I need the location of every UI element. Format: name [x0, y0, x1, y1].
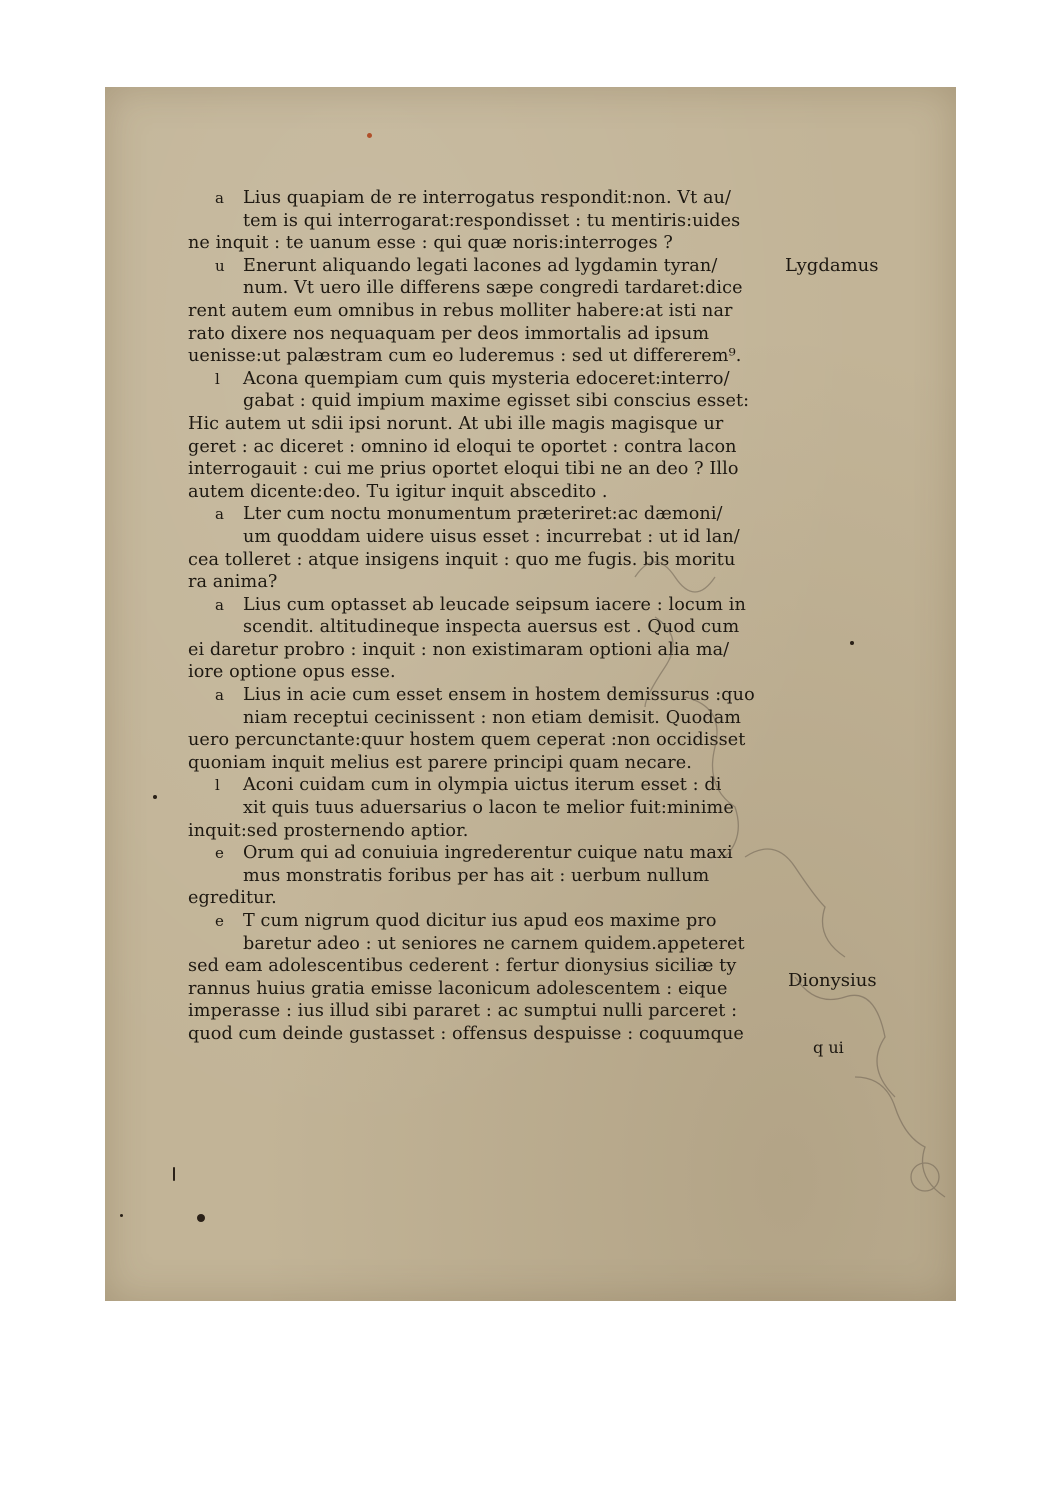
guide-letter: e — [215, 844, 224, 863]
line-text: Enerunt aliquando legati lacones ad lygdamin tyran/ — [243, 255, 718, 276]
line-text: niam receptui cecinissent : non etiam demisit. Quodam — [243, 707, 742, 728]
guide-letter: a — [215, 595, 225, 614]
margin-note-lygdamus: Lygdamus — [785, 255, 879, 276]
text-line — [188, 820, 788, 843]
guide-letter: u — [215, 256, 225, 275]
line-text: Lius in acie cum esset ensem in hostem demissurus :quo — [243, 685, 755, 706]
ink-spot — [120, 1214, 123, 1217]
line-text: inquit:sed prosternendo aptior. — [188, 820, 469, 841]
text-line — [188, 413, 788, 436]
text-line — [188, 616, 788, 639]
text-line — [188, 955, 788, 978]
line-text: uenisse:ut palæstram cum eo luderemus : sed ut differerem⁹. — [188, 346, 742, 367]
guide-letter: a — [215, 686, 225, 705]
guide-letter: l — [215, 369, 220, 388]
line-text: geret : ac diceret : omnino id eloqui te oportet : contra lacon — [188, 436, 737, 457]
line-text: autem dicente:deo. Tu igitur inquit abscedito . — [188, 481, 608, 502]
line-text: baretur adeo : ut seniores ne carnem quidem.appeteret — [243, 933, 745, 954]
line-text: ei daretur probro : inquit : non existimaram optioni alia ma/ — [188, 639, 730, 660]
text-line — [188, 210, 788, 233]
ink-spot — [850, 641, 854, 645]
line-text: Aconi cuidam cum in olympia uictus iterum esset : di — [243, 775, 722, 796]
text-line — [188, 661, 788, 684]
line-text: tem is qui interrogarat:respondisset : tu mentiris:uides — [243, 210, 741, 231]
catchword: q ui — [813, 1038, 844, 1057]
text-block — [188, 187, 788, 1046]
text-line — [188, 842, 788, 865]
line-text: sed eam adolescentibus cederent : fertur dionysius siciliæ ty — [188, 956, 737, 977]
guide-letter: l — [215, 776, 220, 795]
text-line — [188, 752, 788, 775]
text-line — [188, 300, 788, 323]
text-line — [188, 277, 788, 300]
line-text: quod cum deinde gustasset : offensus despuisse : coquumque — [188, 1023, 744, 1044]
line-text: Lius quapiam de re interrogatus respondit:non. Vt au/ — [243, 188, 732, 208]
line-text: egreditur. — [188, 888, 277, 909]
text-line — [188, 774, 788, 797]
guide-letter: e — [215, 912, 224, 930]
text-line — [188, 910, 788, 933]
text-line — [188, 571, 788, 594]
text-line — [188, 887, 788, 910]
line-text: imperasse : ius illud sibi pararet : ac sumptui nulli parceret : — [188, 1001, 738, 1022]
line-text: num. Vt uero ille differens sæpe congredi tardaret:dice — [243, 278, 743, 299]
guide-letter: a — [215, 505, 225, 524]
line-text: rato dixere nos nequaquam per deos immortalis ad ipsum — [188, 323, 710, 344]
text-line — [188, 797, 788, 820]
text-line — [188, 481, 788, 504]
line-text: rent autem eum omnibus in rebus molliter habere:at isti nar — [188, 300, 733, 321]
text-line — [188, 503, 788, 526]
text-line — [188, 187, 788, 210]
line-text: scendit. altitudineque inspecta auersus est . Quod cum — [243, 617, 740, 638]
text-line — [188, 865, 788, 888]
text-line — [188, 707, 788, 730]
text-line — [188, 978, 788, 1001]
text-line — [188, 345, 788, 368]
text-line — [188, 1000, 788, 1023]
text-line — [188, 729, 788, 752]
line-text: rannus huius gratia emisse laconicum adolescentem : eique — [188, 978, 728, 999]
line-text: cea tolleret : atque insigens inquit : quo me fugis. bis moritu — [188, 549, 736, 570]
book-page — [105, 87, 956, 1301]
text-line — [188, 323, 788, 346]
text-line — [188, 639, 788, 662]
line-text: T cum nigrum quod dicitur ius apud eos maxime pro — [243, 911, 717, 931]
ink-spot — [173, 1167, 175, 1181]
line-text: ne inquit : te uanum esse : qui quæ noris:interroges ? — [188, 233, 673, 254]
line-text: Lter cum noctu monumentum præteriret:ac dæmoni/ — [243, 504, 723, 525]
ink-spot — [367, 133, 372, 138]
ink-spot — [197, 1214, 205, 1222]
text-line — [188, 684, 788, 707]
text-line — [188, 458, 788, 481]
text-line — [188, 526, 788, 549]
line-text: Acona quempiam cum quis mysteria edoceret:interro/ — [243, 368, 730, 389]
line-text: quoniam inquit melius est parere principi quam necare. — [188, 752, 692, 773]
line-text: uero percunctante:quur hostem quem ceperat :non occidisset — [188, 730, 746, 751]
line-text: xit quis tuus aduersarius o lacon te melior fuit:minime — [243, 798, 734, 819]
ink-spot — [153, 795, 157, 799]
text-line — [188, 255, 788, 278]
text-line — [188, 933, 788, 956]
line-text: mus monstratis foribus per has ait : uerbum nullum — [243, 865, 710, 886]
line-text: interrogauit : cui me prius oportet eloqui tibi ne an deo ? Illo — [188, 459, 739, 480]
text-line — [188, 594, 788, 617]
line-text: ra anima? — [188, 572, 278, 593]
line-text: gabat : quid impium maxime egisset sibi conscius esset: — [243, 391, 750, 412]
line-text: Hic autem ut sdii ipsi norunt. At ubi ille magis magisque ur — [188, 413, 724, 434]
text-line — [188, 549, 788, 572]
text-line — [188, 390, 788, 413]
line-text: iore optione opus esse. — [188, 662, 396, 683]
text-line — [188, 232, 788, 255]
text-line — [188, 436, 788, 459]
line-text: Orum qui ad conuiuia ingrederentur cuique natu maxi — [243, 843, 733, 864]
margin-note-dionysius: Dionysius — [788, 970, 877, 991]
text-line — [188, 368, 788, 391]
text-line — [188, 1023, 788, 1046]
line-text: Lius cum optasset ab leucade seipsum iacere : locum in — [243, 594, 746, 615]
guide-letter: a — [215, 189, 225, 207]
line-text: um quoddam uidere uisus esset : incurrebat : ut id lan/ — [243, 526, 740, 547]
